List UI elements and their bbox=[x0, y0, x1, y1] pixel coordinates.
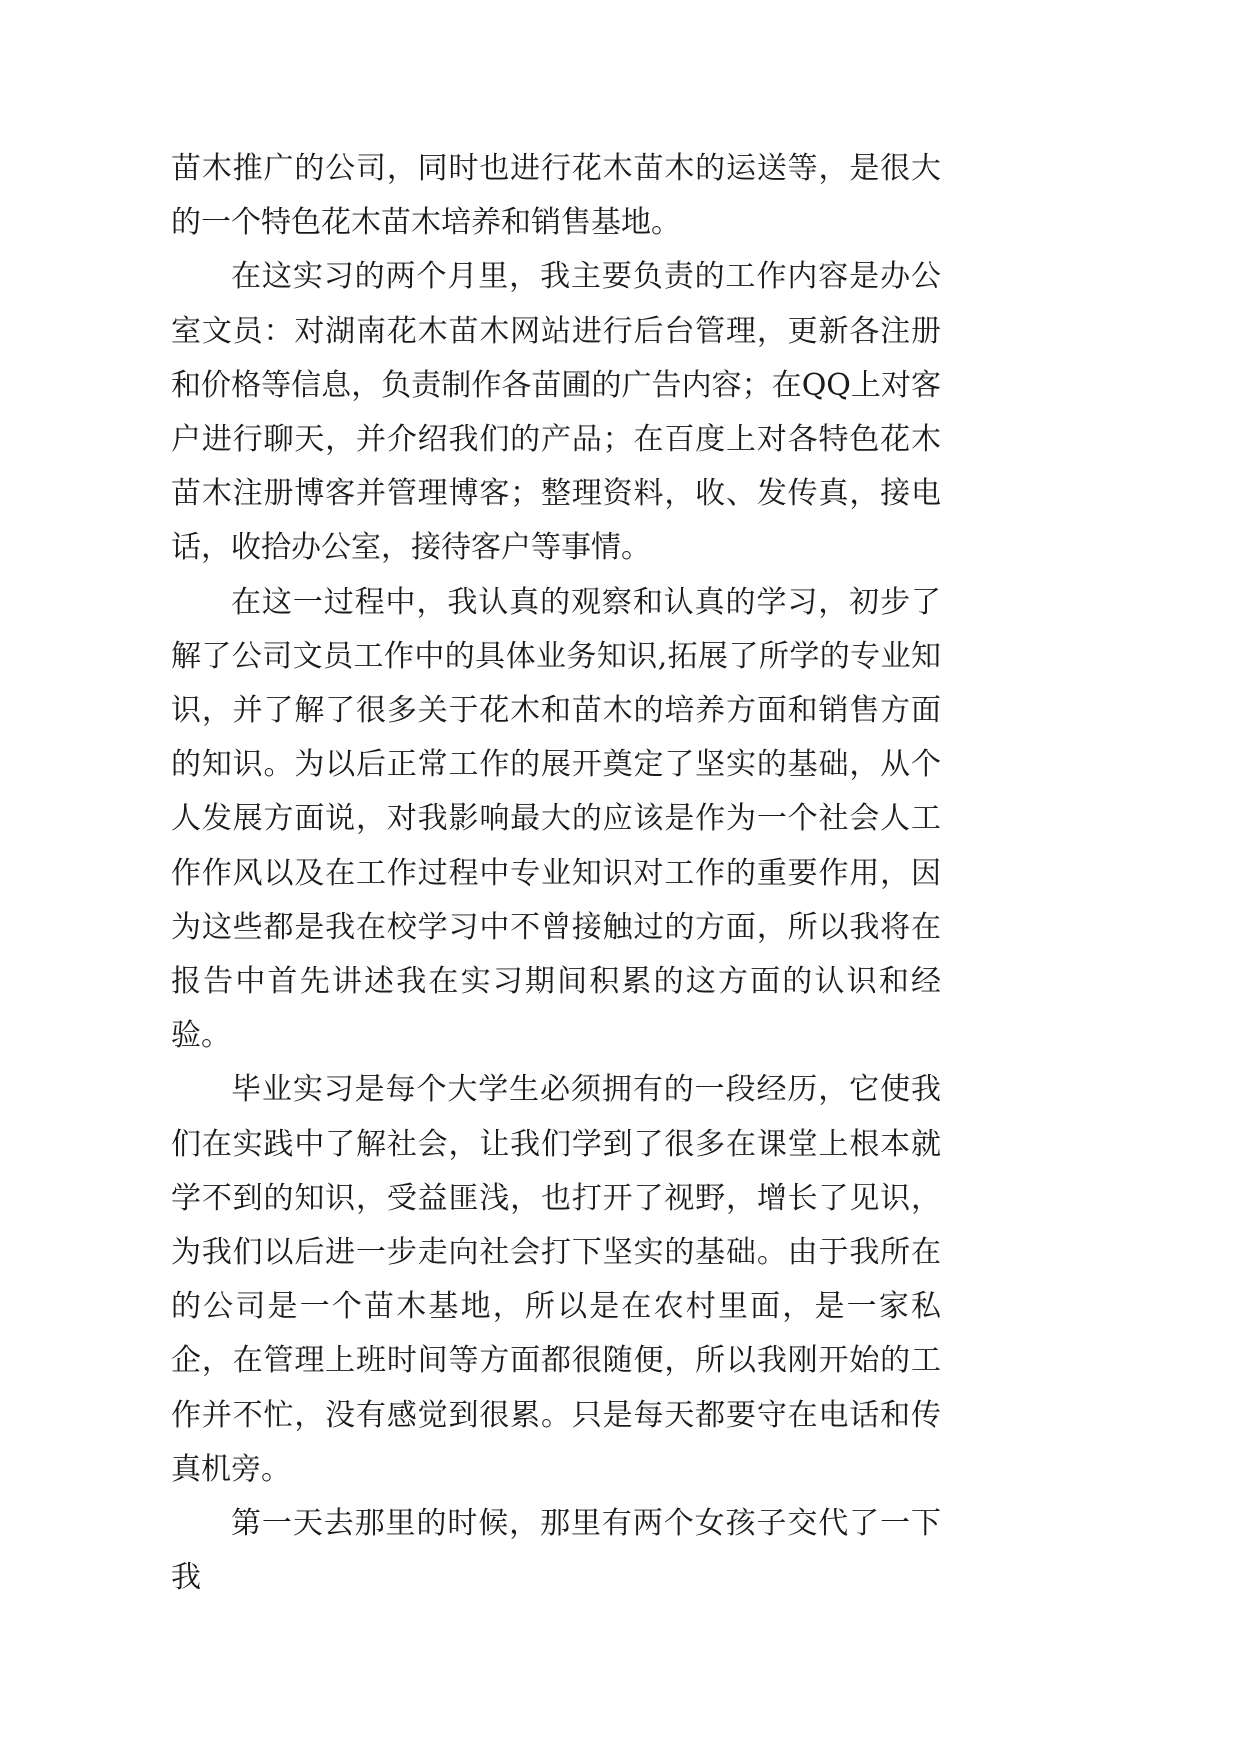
paragraph: 毕业实习是每个大学生必须拥有的一段经历，它使我们在实践中了解社会，让我们学到了很多在课堂上根本就学不到的知识，受益匪浅，也打开了视野，增长了见识，为我们以后进一步走向社会打下坚实的基础。由于我所在的公司是一个苗木基地，所以是在农村里面，是一家私企，在管理上班时间等方面都很随便，所以我刚开始的工作并不忙，没有感觉到很累。只是每天都要守在电话和传真机旁。 bbox=[171, 1072, 941, 1487]
paragraph: 苗木推广的公司，同时也进行花木苗木的运送等，是很大的一个特色花木苗木培养和销售基地。 bbox=[171, 151, 941, 241]
body-text bbox=[171, 142, 941, 1605]
paragraph: 在这一过程中，我认真的观察和认真的学习，初步了解了公司文员工作中的具体业务知识,拓展了所学的专业知识，并了解了很多关于花木和苗木的培养方面和销售方面的知识。为以后正常工作的展开奠定了坚实的基础，从个人发展方面说，对我影响最大的应该是作为一个社会人工作作风以及在工作过程中专业知识对工作的重要作用，因为这些都是我在校学习中不曾接触过的方面，所以我将在报告中首先讲述我在实习期间积累的这方面的认识和经验。 bbox=[171, 584, 941, 1054]
paragraph: 在这实习的两个月里，我主要负责的工作内容是办公室文员：对湖南花木苗木网站进行后台管理，更新各注册和价格等信息，负责制作各苗圃的广告内容；在QQ上对客户进行聊天，并介绍我们的产品；在百度上对各特色花木苗木注册博客并管理博客；整理资料，收、发传真，接电话，收拾办公室，接待客户等事情。 bbox=[171, 259, 941, 566]
paragraph: 第一天去那里的时候，那里有两个女孩子交代了一下我 bbox=[171, 1506, 941, 1596]
